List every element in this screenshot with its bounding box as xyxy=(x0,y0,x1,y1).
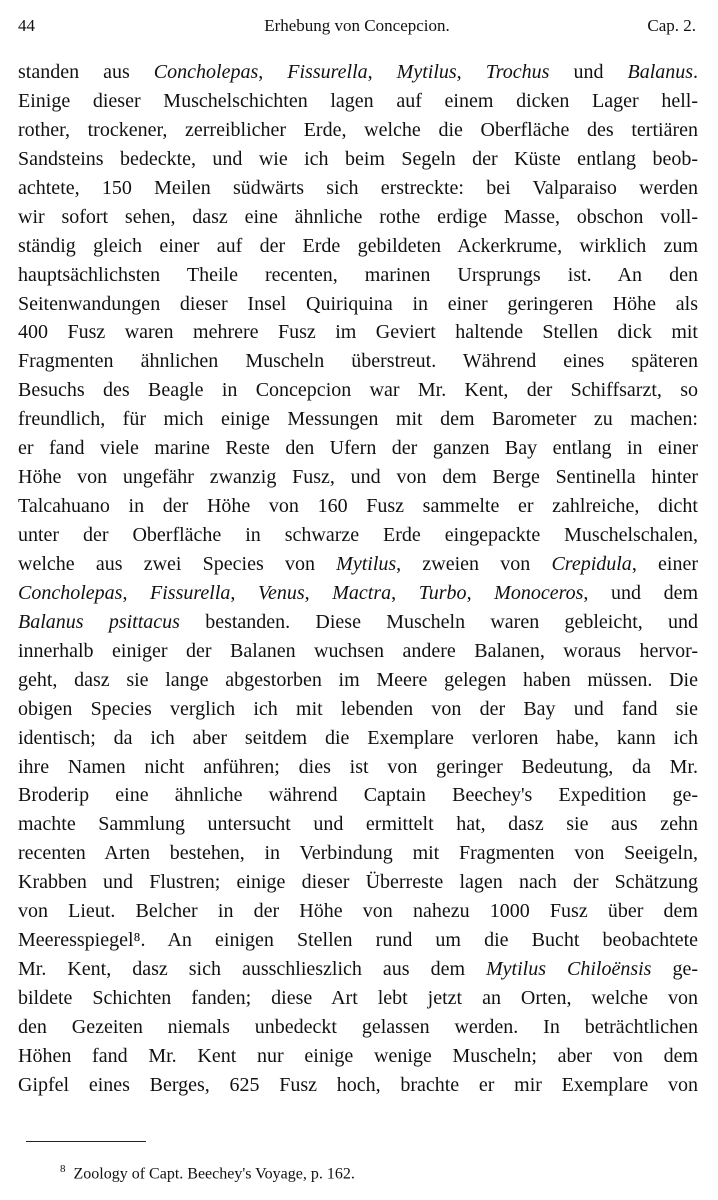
text-line: bildete Schichten fanden; diese Art lebt jetzt an Orten, welche von xyxy=(18,987,698,1009)
text-line: wir sofort sehen, dasz eine ähnliche rothe erdige Masse, obschon voll- xyxy=(18,205,698,228)
text-line: von Lieut. Belcher in der Höhe von nahezu 1000 Fusz über dem xyxy=(18,900,698,923)
text-line: Höhe von ungefähr zwanzig Fusz, und von dem Berge Sentinella hinter xyxy=(18,466,698,489)
text-line: Seitenwandungen dieser Insel Quiriquina in einer geringeren Höhe als xyxy=(18,292,698,315)
text-line: achtete, 150 Meilen südwärts sich erstreckte: bei Valparaiso werden xyxy=(18,176,698,199)
text-line: freundlich, für mich einige Messungen mit dem Barometer zu machen: xyxy=(18,408,698,431)
text-line: 400 Fusz waren mehrere Fusz im Geviert haltende Stellen dick mit xyxy=(18,321,698,344)
text-line: Gipfel eines Berges, 625 Fusz hoch, brachte er mir Exemplare von xyxy=(18,1073,698,1096)
text-line: Mr. Kent, dasz sich ausschlieszlich aus dem Mytilus Chiloënsis ge- xyxy=(18,958,698,981)
text-line: Besuchs des Beagle in Concepcion war Mr. Kent, der Schiffsarzt, so xyxy=(18,379,698,402)
text-line: Balanus psittacus bestanden. Diese Muscheln waren gebleicht, und xyxy=(18,610,698,633)
body-text xyxy=(18,58,698,1100)
text-line: obigen Species verglich ich mit lebenden von der Bay und fand sie xyxy=(18,697,698,720)
running-header xyxy=(18,16,696,42)
text-line: Sandsteins bedeckte, und wie ich beim Segeln der Küste entlang beob- xyxy=(18,147,698,170)
running-title: Erhebung von Concepcion. xyxy=(264,16,450,35)
footnote-text: Zoology of Capt. Beechey's Voyage, p. 162. xyxy=(73,1165,355,1183)
text-line: unter der Oberfläche in schwarze Erde eingepackte Muschelschalen, xyxy=(18,524,698,546)
text-line: machte Sammlung untersucht und ermittelt hat, dasz sie aus zehn xyxy=(18,813,698,836)
text-line: standen aus Concholepas, Fissurella, Mytilus, Trochus und Balanus. xyxy=(18,61,698,83)
text-line: Meeresspiegel⁸. An einigen Stellen rund um die Bucht beobachtete xyxy=(18,929,698,952)
text-line: recenten Arten bestehen, in Verbindung mit Fragmenten von Seeigeln, xyxy=(18,842,698,865)
text-line: Concholepas, Fissurella, Venus, Mactra, Turbo, Monoceros, und dem xyxy=(18,581,698,604)
text-line: Einige dieser Muschelschichten lagen auf einem dicken Lager hell- xyxy=(18,89,698,112)
text-line: identisch; da ich aber seitdem die Exemplare verloren habe, kann ich xyxy=(18,726,698,749)
text-line: welche aus zwei Species von Mytilus, zweien von Crepidula, einer xyxy=(18,552,698,575)
footnote xyxy=(60,1163,355,1183)
page-number: 44 xyxy=(18,16,35,35)
text-line: er fand viele marine Reste den Ufern der ganzen Bay entlang in einer xyxy=(18,437,698,460)
text-line: innerhalb einiger der Balanen wuchsen andere Balanen, woraus hervor- xyxy=(18,639,698,662)
text-line: ständig gleich einer auf der Erde gebildeten Ackerkrume, wirklich zum xyxy=(18,234,698,257)
text-line: Krabben und Flustren; einige dieser Überreste lagen nach der Schätzung xyxy=(18,871,698,894)
text-line: rother, trockener, zerreiblicher Erde, welche die Oberfläche des tertiären xyxy=(18,118,698,141)
text-line: Fragmenten ähnlichen Muscheln überstreut. Während eines späteren xyxy=(18,350,698,373)
footnote-rule xyxy=(26,1141,146,1142)
chapter-label: Cap. 2. xyxy=(647,16,696,35)
footnote-mark: 8 xyxy=(60,1163,66,1175)
text-line: ihre Namen nicht anführen; dies ist von geringer Bedeutung, da Mr. xyxy=(18,755,698,778)
text-line: den Gezeiten niemals unbedeckt gelassen werden. In beträchtlichen xyxy=(18,1015,698,1038)
text-line: geht, dasz sie lange abgestorben im Meere gelegen haben müssen. Die xyxy=(18,668,698,691)
text-line: hauptsächlichsten Theile recenten, marinen Ursprungs ist. An den xyxy=(18,263,698,286)
text-line: Broderip eine ähnliche während Captain Beechey's Expedition ge- xyxy=(18,784,698,807)
text-line: Höhen fand Mr. Kent nur einige wenige Muscheln; aber von dem xyxy=(18,1044,698,1067)
text-line: Talcahuano in der Höhe von 160 Fusz sammelte er zahlreiche, dicht xyxy=(18,495,698,518)
